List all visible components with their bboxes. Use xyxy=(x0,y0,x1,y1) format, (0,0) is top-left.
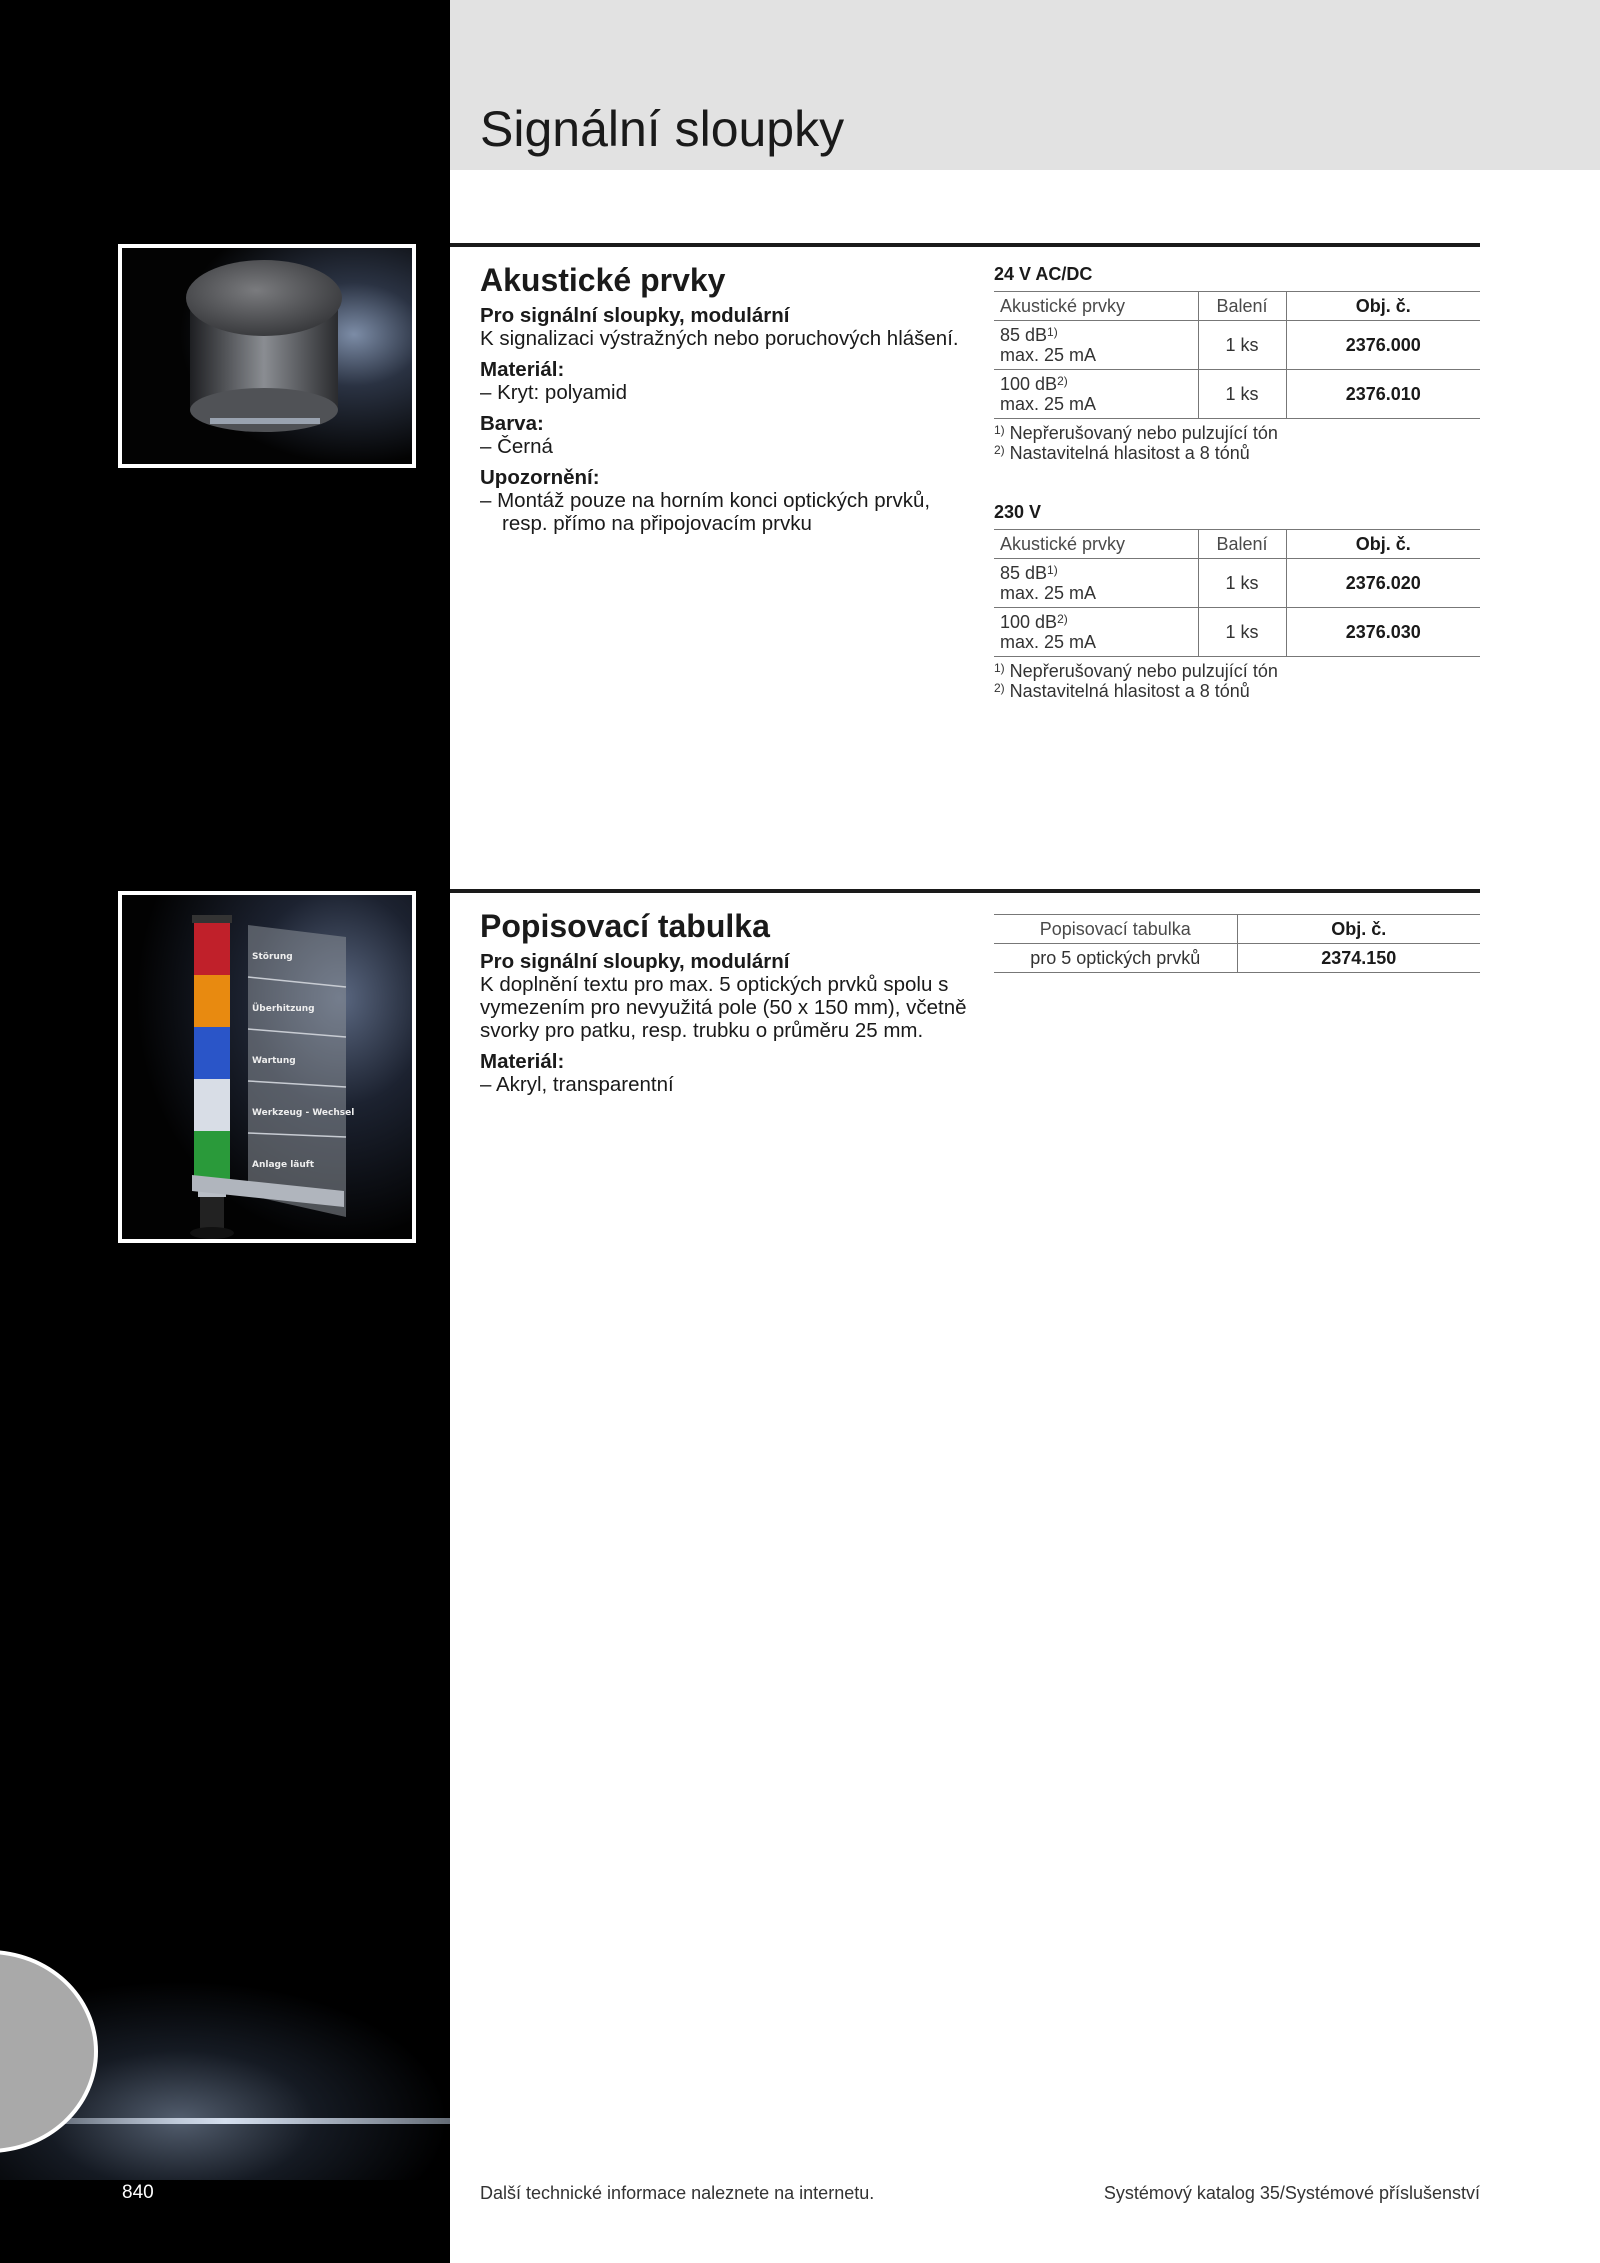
table-230v-grid xyxy=(994,529,1480,657)
section-divider xyxy=(450,243,1480,247)
cell-pack: 1 ks xyxy=(1198,370,1286,419)
cell-item: pro 5 optických prvků xyxy=(994,944,1237,973)
table-row xyxy=(994,321,1480,370)
table-24v-heading: 24 V AC/DC xyxy=(994,264,1093,284)
table-row xyxy=(994,559,1480,608)
acoustic-color-item: – Černá xyxy=(480,435,553,458)
table-row xyxy=(994,370,1480,419)
acoustic-description: K signalizaci výstražných nebo poruchových hlášení. xyxy=(480,327,959,350)
col-header-item: Akustické prvky xyxy=(994,530,1198,559)
label-plate-material-label: Materiál: xyxy=(480,1050,565,1073)
footnote: $^{1)}$ Nepřerušovaný nebo pulzující tón xyxy=(994,423,1278,443)
cell-order: 2376.030 xyxy=(1286,608,1480,657)
plate-label: Werkzeug - Wechsel xyxy=(252,1108,355,1118)
table-230v-heading: 230 V xyxy=(994,502,1042,522)
table-header-row xyxy=(994,915,1480,944)
col-header-order: Obj. č. xyxy=(1237,915,1480,944)
cell-item: 85 $dB^{1)}$ max. 25 mA xyxy=(994,321,1198,370)
label-plate-description xyxy=(480,908,970,1096)
acoustic-material-item: – Kryt: polyamid xyxy=(480,381,627,404)
footnote: $^{2)}$ Nastavitelná hlasitost a 8 tónů xyxy=(994,443,1250,463)
label-plate-grid xyxy=(994,914,1480,973)
table-24v-grid xyxy=(994,291,1480,419)
table-row xyxy=(994,608,1480,657)
cell-order: 2374.150 xyxy=(1237,944,1480,973)
table-row xyxy=(994,944,1480,973)
beacon-orange-segment xyxy=(194,975,230,1027)
beacon-green-segment xyxy=(194,1131,230,1183)
cell-order: 2376.000 xyxy=(1286,321,1480,370)
acoustic-material-label: Materiál: xyxy=(480,358,565,381)
table-230v xyxy=(994,502,1480,701)
cell-order: 2376.020 xyxy=(1286,559,1480,608)
col-header-order: Obj. č. xyxy=(1286,292,1480,321)
col-header-pack: Balení xyxy=(1198,292,1286,321)
cell-item: 100 $dB^{2)}$ max. 25 mA xyxy=(994,608,1198,657)
label-plate-text: K doplnění textu pro max. 5 optických prvků spolu s vymezením pro nevyužitá pole (50 x 150 mm), včetně svorky pro patku, resp. trubku o průměru 25 mm. xyxy=(480,973,967,1042)
table-230v-footnotes xyxy=(994,661,1480,701)
label-plate-photo xyxy=(118,891,416,1243)
footnote: $^{2)}$ Nastavitelná hlasitost a 8 tónů xyxy=(994,681,1250,701)
beacon-white-segment xyxy=(194,1079,230,1131)
section-title-label-plate: Popisovací tabulka xyxy=(480,908,770,944)
table-header-row xyxy=(994,292,1480,321)
section-title-acoustic: Akustické prvky xyxy=(480,262,726,298)
label-plate-material-item: – Akryl, transparentní xyxy=(480,1073,674,1096)
section-divider xyxy=(450,889,1480,893)
cell-order: 2376.010 xyxy=(1286,370,1480,419)
plate-label: Wartung xyxy=(252,1056,296,1066)
beacon-red-segment xyxy=(194,923,230,975)
acoustic-subtitle: Pro signální sloupky, modulární xyxy=(480,304,790,327)
plate-label: Anlage läuft xyxy=(252,1160,314,1170)
page-title: Signální sloupky xyxy=(480,101,845,157)
page-number: 840 xyxy=(122,2182,154,2203)
acoustic-element-photo xyxy=(118,244,416,468)
beacon-blue-segment xyxy=(194,1027,230,1079)
cell-item: 85 $dB^{1)}$ max. 25 mA xyxy=(994,559,1198,608)
acoustic-note-item: – Montáž pouze na horním konci optických prvků, resp. přímo na připojovacím prvku xyxy=(480,489,931,535)
cell-pack: 1 ks xyxy=(1198,608,1286,657)
col-header-item: Popisovací tabulka xyxy=(994,915,1237,944)
acoustic-element-image xyxy=(122,248,412,464)
plate-label: Überhitzung xyxy=(252,1004,315,1014)
footer-info: Další technické informace naleznete na internetu. xyxy=(480,2183,875,2203)
col-header-order: Obj. č. xyxy=(1286,530,1480,559)
plate-label: Störung xyxy=(252,952,293,962)
cell-item: 100 $dB^{2)}$ max. 25 mA xyxy=(994,370,1198,419)
table-24v-footnotes xyxy=(994,423,1480,463)
col-header-pack: Balení xyxy=(1198,530,1286,559)
footer-catalog: Systémový katalog 35/Systémové příslušenství xyxy=(1103,2183,1480,2203)
acoustic-color-label: Barva: xyxy=(480,412,544,435)
cell-pack: 1 ks xyxy=(1198,559,1286,608)
table-header-row xyxy=(994,530,1480,559)
acoustic-note-label: Upozornění: xyxy=(480,466,600,489)
table-24v xyxy=(994,264,1480,463)
label-plate-table xyxy=(994,914,1480,973)
label-plate-image xyxy=(122,895,412,1239)
acoustic-element-description xyxy=(480,262,970,535)
footnote: $^{1)}$ Nepřerušovaný nebo pulzující tón xyxy=(994,661,1278,681)
label-plate-subtitle: Pro signální sloupky, modulární xyxy=(480,950,790,973)
cell-pack: 1 ks xyxy=(1198,321,1286,370)
col-header-item: Akustické prvky xyxy=(994,292,1198,321)
